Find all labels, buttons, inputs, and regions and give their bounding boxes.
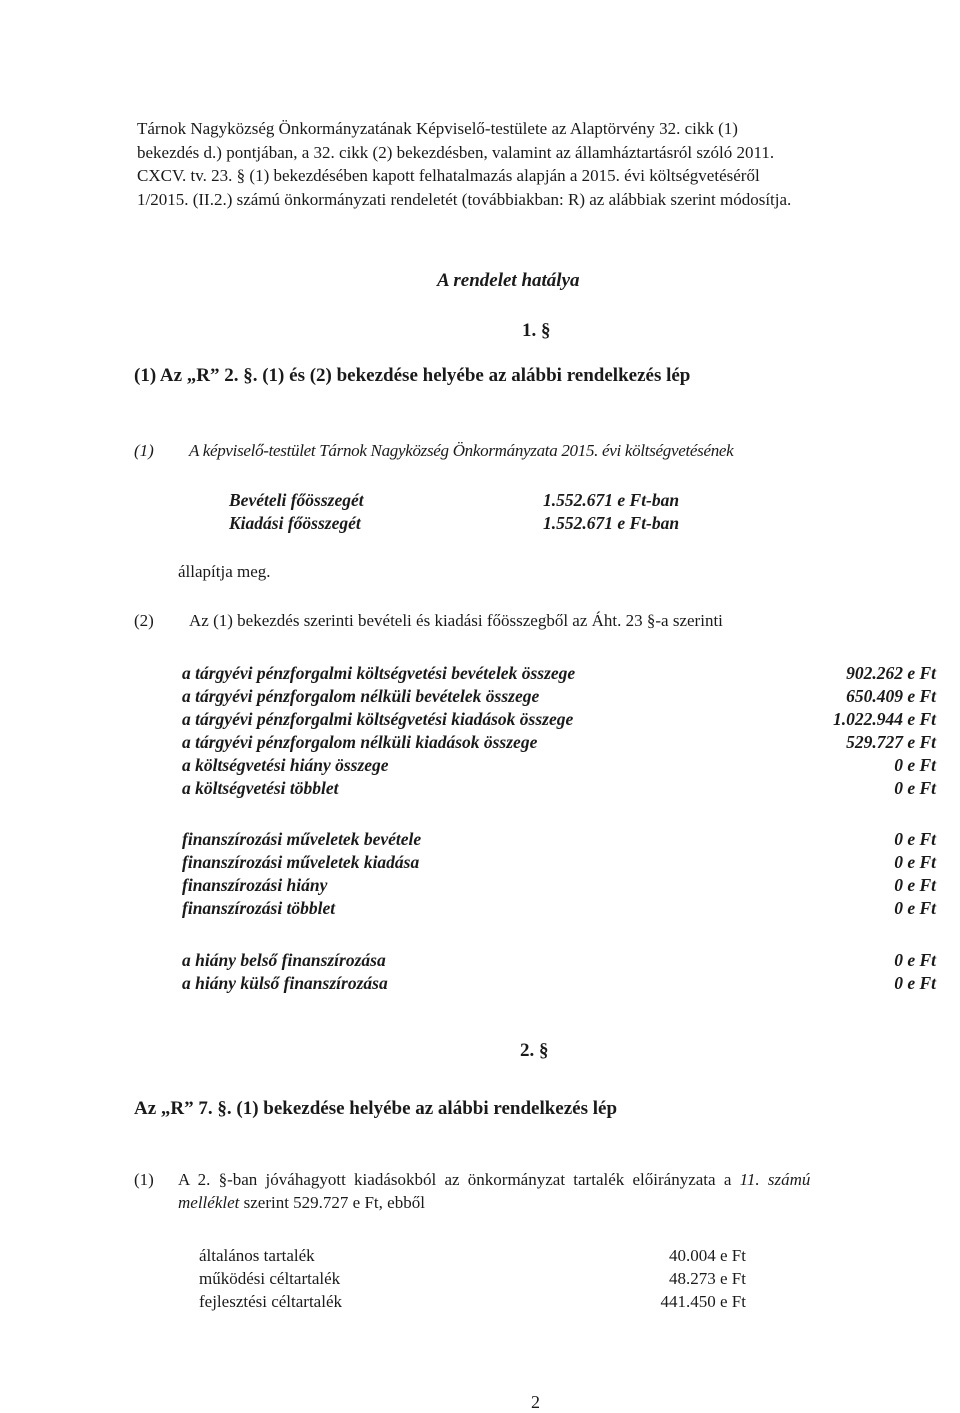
paragraph-text: szerint 529.727 e Ft, ebből	[239, 1193, 425, 1212]
paragraph-line-2	[178, 1193, 425, 1213]
paragraph-number: (2)	[134, 611, 154, 630]
paragraph-number: (1)	[134, 441, 154, 460]
intro-line: 1/2015. (II.2.) számú önkormányzati rendeletét (továbbiakban: R) az alábbiak szerint módosítja.	[137, 189, 792, 209]
section-2-heading: Az „R” 7. §. (1) bekezdése helyébe az alábbi rendelkezés lép	[134, 1098, 618, 1119]
budget-row-label: a költségvetési többlet	[182, 778, 339, 798]
revenue-total-label: Bevételi főösszegét	[229, 490, 364, 510]
budget-row-value: 0 e Ft	[894, 898, 936, 918]
budget-row-label: a tárgyévi pénzforgalom nélküli bevételek összege	[182, 686, 540, 706]
paragraph-text: Az (1) bekezdés szerinti bevételi és kiadási főösszegből az Áht. 23 §-a szerinti	[189, 611, 723, 630]
intro-line: bekezdés d.) pontjában, a 32. cikk (2) bekezdésben, valamint az államháztartásról szóló 2011.	[137, 142, 775, 162]
budget-row-value: 902.262 e Ft	[846, 663, 936, 683]
budget-row-label: a hiány belső finanszírozása	[182, 950, 386, 970]
annex-reference: melléklet	[178, 1193, 240, 1212]
page-number: 2	[531, 1392, 540, 1412]
budget-row-value: 529.727 e Ft	[846, 732, 936, 752]
budget-row-label: a költségvetési hiány összege	[182, 755, 389, 775]
section-2-number: 2. §	[520, 1040, 549, 1061]
revenue-total-value: 1.552.671 e Ft-ban	[543, 490, 680, 510]
section-1-heading: (1) Az „R” 2. §. (1) és (2) bekezdése helyébe az alábbi rendelkezés lép	[134, 365, 691, 386]
expense-total-value: 1.552.671 e Ft-ban	[543, 513, 680, 533]
paragraph-text: A 2. §-ban jóváhagyott kiadásokból az önkormányzat tartalék előirányzata a	[178, 1170, 740, 1189]
budget-row-label: finanszírozási műveletek bevétele	[182, 829, 422, 849]
budget-row-value: 0 e Ft	[894, 973, 936, 993]
budget-row-value: 0 e Ft	[894, 852, 936, 872]
budget-row-value: 0 e Ft	[894, 875, 936, 895]
reserve-value: 48.273 e Ft	[669, 1269, 746, 1288]
budget-row-label: a tárgyévi pénzforgalmi költségvetési kiadások összege	[182, 709, 574, 729]
budget-row-label: a tárgyévi pénzforgalmi költségvetési bevételek összege	[182, 663, 576, 683]
reserve-label: fejlesztési céltartalék	[199, 1292, 342, 1311]
budget-row-value: 0 e Ft	[894, 950, 936, 970]
budget-row-label: a tárgyévi pénzforgalom nélküli kiadások összege	[182, 732, 538, 752]
budget-row-label: finanszírozási többlet	[182, 898, 336, 918]
annex-reference: 11. számú	[739, 1170, 811, 1189]
paragraph-line-1	[178, 1170, 810, 1190]
budget-row-value: 1.022.944 e Ft	[832, 709, 936, 729]
paragraph-text: A képviselő-testület Tárnok Nagyközség Önkormányzata 2015. évi költségvetésének	[189, 441, 734, 460]
reserve-label: működési céltartalék	[199, 1269, 341, 1288]
budget-row-value: 0 e Ft	[894, 778, 936, 798]
budget-row-value: 650.409 e Ft	[846, 686, 936, 706]
budget-row-label: finanszírozási hiány	[182, 875, 328, 895]
reserve-value: 40.004 e Ft	[669, 1246, 746, 1265]
intro-line: CXCV. tv. 23. § (1) bekezdésében kapott felhatalmazás alapján a 2015. évi költségvetéséről	[137, 166, 760, 185]
budget-row-value: 0 e Ft	[894, 829, 936, 849]
paragraph-number: (1)	[134, 1170, 154, 1189]
section-title: A rendelet hatálya	[437, 270, 580, 291]
intro-paragraph	[137, 117, 837, 211]
budget-row-value: 0 e Ft	[894, 755, 936, 775]
section-1-number: 1. §	[522, 320, 551, 341]
expense-total-label: Kiadási főösszegét	[229, 513, 361, 533]
reserve-value: 441.450 e Ft	[660, 1292, 746, 1311]
budget-row-label: a hiány külső finanszírozása	[182, 973, 388, 993]
budget-row-label: finanszírozási műveletek kiadása	[182, 852, 420, 872]
intro-line: Tárnok Nagyközség Önkormányzatának Képviselő-testülete az Alaptörvény 32. cikk (1)	[137, 119, 738, 138]
closing-text: állapítja meg.	[178, 562, 271, 581]
reserve-label: általános tartalék	[199, 1246, 315, 1265]
